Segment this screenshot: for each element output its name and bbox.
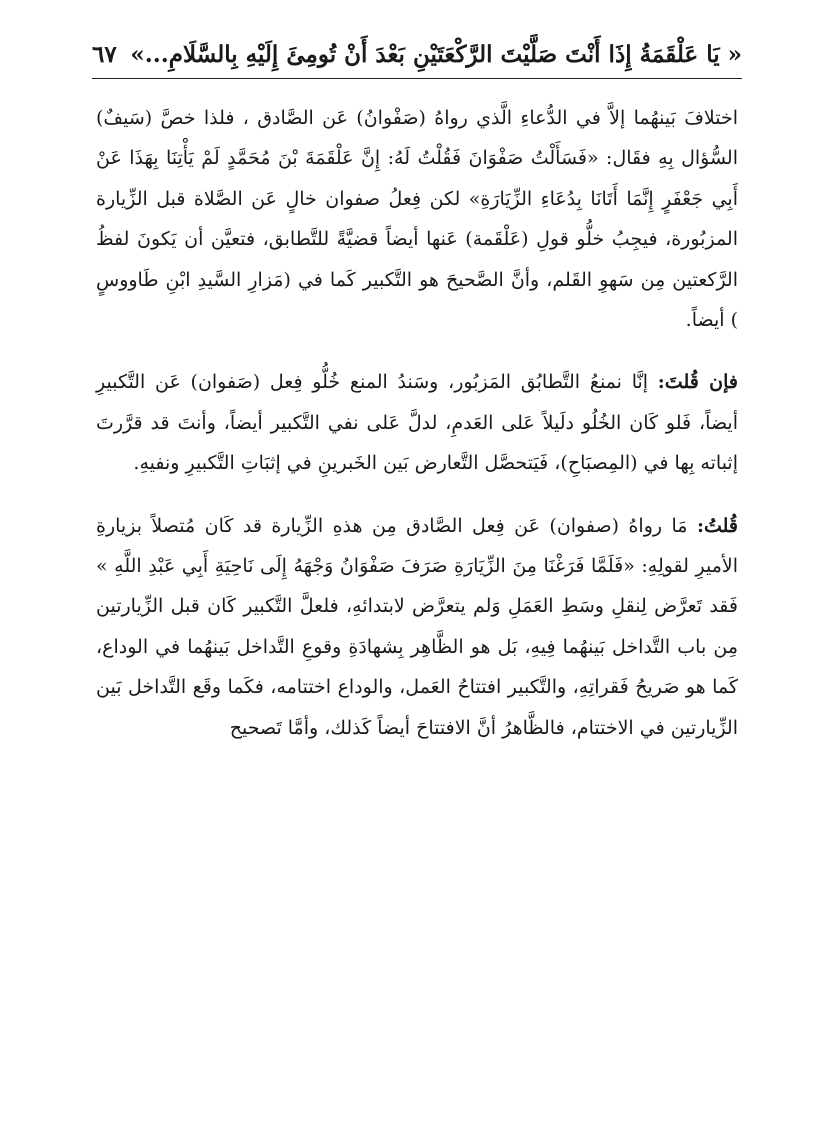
page-number: ٦٧	[92, 41, 117, 68]
paragraph-1	[96, 98, 738, 340]
body-text	[96, 98, 738, 748]
paragraph-text: اختلافَ بَينهُما إلاَّ في الدُّعاءِ الَّذي رواهُ (صَفْوانُ) عَن الصَّادق ، فلذا خصَّ (سَيفٌ) السُّؤال بِهِ فقَال: «فَسَأَلْتُ صَفْوَانَ فَقُلْتُ لَهُ: إِنَّ عَلْقَمَةَ بْنَ مُحَمَّدٍ لَمْ يَأْتِنَا بِهَذَا عَنْ أَبِي جَعْفَرٍ إِنَّمَا أَتَانَا بِدُعَاءِ الزِّيَارَةِ» لكن فِعلُ صفوان خالٍ عَن الصَّلاة قبل الزِّيارة المزبُورة، فيجِبُ خلُّو قولِ (عَلْقَمة) عَنها أيضاً قضيَّةً للتَّطابق، فتعيَّن أن يَكونَ لفظُ الرَّكعتين مِن سَهوِ القَلم، وأنَّ الصَّحيحَ هو التَّكبير كَما في (مَزارِ السَّيدِ ابْنِ طَاووسٍ ) أيضاً.	[96, 107, 738, 332]
paragraph-3	[96, 506, 738, 748]
paragraph-text: إنَّا نمنعُ التَّطابُق المَزبُور، وسَندُ المنع خُلُّو فِعل (صَفوان) عَن التَّكبيرِ أيضاً، فَلو كَان الخُلُو دلَيلاً عَلى العَدمِ، لدلَّ عَلى نفي التَّكبير أيضاً، وأنتَ قد قرَّرتَ إثباته بِها في (المِصبَاحِ)، فَيَتحصَّل التَّعارض بَين الخَبرينِ في إثبَاتِ التَّكبيرِ ونفيهِ.	[96, 371, 738, 475]
running-title: « يَا عَلْقَمَةُ إِذَا أَنْتَ صَلَّيْتَ الرَّكْعَتَيْنِ بَعْدَ أَنْ تُومِئَ إِلَيْهِ بِالسَّلَامِ...»	[130, 41, 742, 68]
paragraph-2	[96, 362, 738, 483]
paragraph-lead: فإن قُلتَ:	[657, 371, 738, 394]
paragraph-text: مَا رواهُ (صفوان) عَن فِعل الصَّادق مِن هذهِ الزِّيارة قد كَان مُتصلاً بزيارةِ الأميرِ لقولِهِ: «فَلَمَّا فَرَغْنَا مِنَ الزِّيَارَةِ صَرَفَ صَفْوَانُ وَجْهَهُ إِلَى نَاحِيَةِ أَبِي عَبْدِ اللَّهِ » فَقد تَعرَّض لِنقلِ وسَطِ العَمَلِ وَلم يتعرَّض لابتدائهِ، فلعلَّ التَّكبير كَان قبل الزِّيارتين مِن باب التَّداخل بَينهُما فِيهِ، بَل هو الظَّاهِر بِشهادَةِ وقوعِ التَّداخل بَينهُما في الوداع، كَما هو صَريحُ فَقراتِهِ، والتَّكبير افتتاحُ العَمل، والوداع اختتامه، فكَما وقَع التَّداخل بَين الزِّيارتين في الاختتام، فالظَّاهرُ أنَّ الافتتاحَ أيضاً كَذلك، وأمَّا تَصحيح	[96, 514, 738, 739]
paragraph-lead: قُلتُ:	[696, 514, 738, 537]
page-header	[92, 34, 742, 79]
